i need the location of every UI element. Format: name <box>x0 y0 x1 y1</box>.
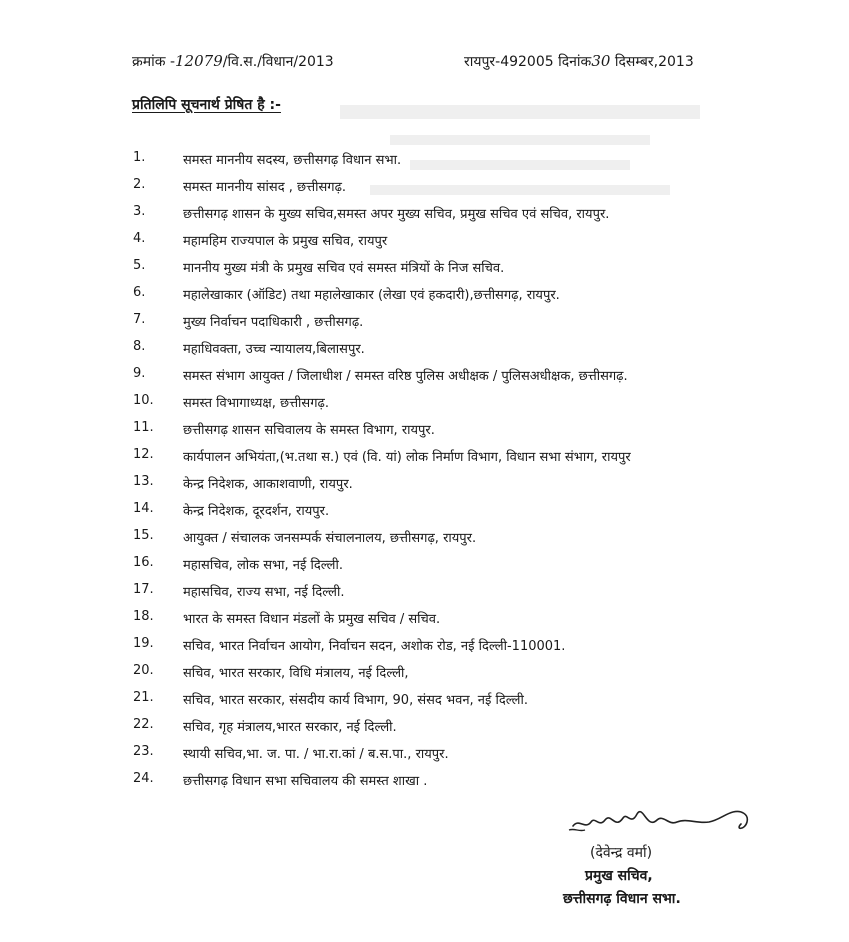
signature-icon <box>565 800 765 840</box>
kramank-label: क्रमांक - <box>132 54 176 70</box>
date-day: 30 <box>591 52 611 70</box>
signatory-name: (देवेन्द्र वर्मा) <box>590 845 653 861</box>
date-suffix: दिसम्बर,2013 <box>610 54 694 70</box>
reference-number <box>132 52 334 71</box>
kramank-number: 12079 <box>175 52 223 70</box>
kramank-suffix: /वि.स./विधान/2013 <box>222 54 334 70</box>
copy-heading: प्रतिलिपि सूचनार्थ प्रेषित है :- <box>132 97 281 113</box>
signatory-org: छत्तीसगढ़ विधान सभा. <box>563 891 681 907</box>
place-date-prefix: रायपुर-492005 दिनांक <box>464 54 592 70</box>
signatory-title: प्रमुख सचिव, <box>585 868 653 884</box>
place-date <box>464 52 694 71</box>
